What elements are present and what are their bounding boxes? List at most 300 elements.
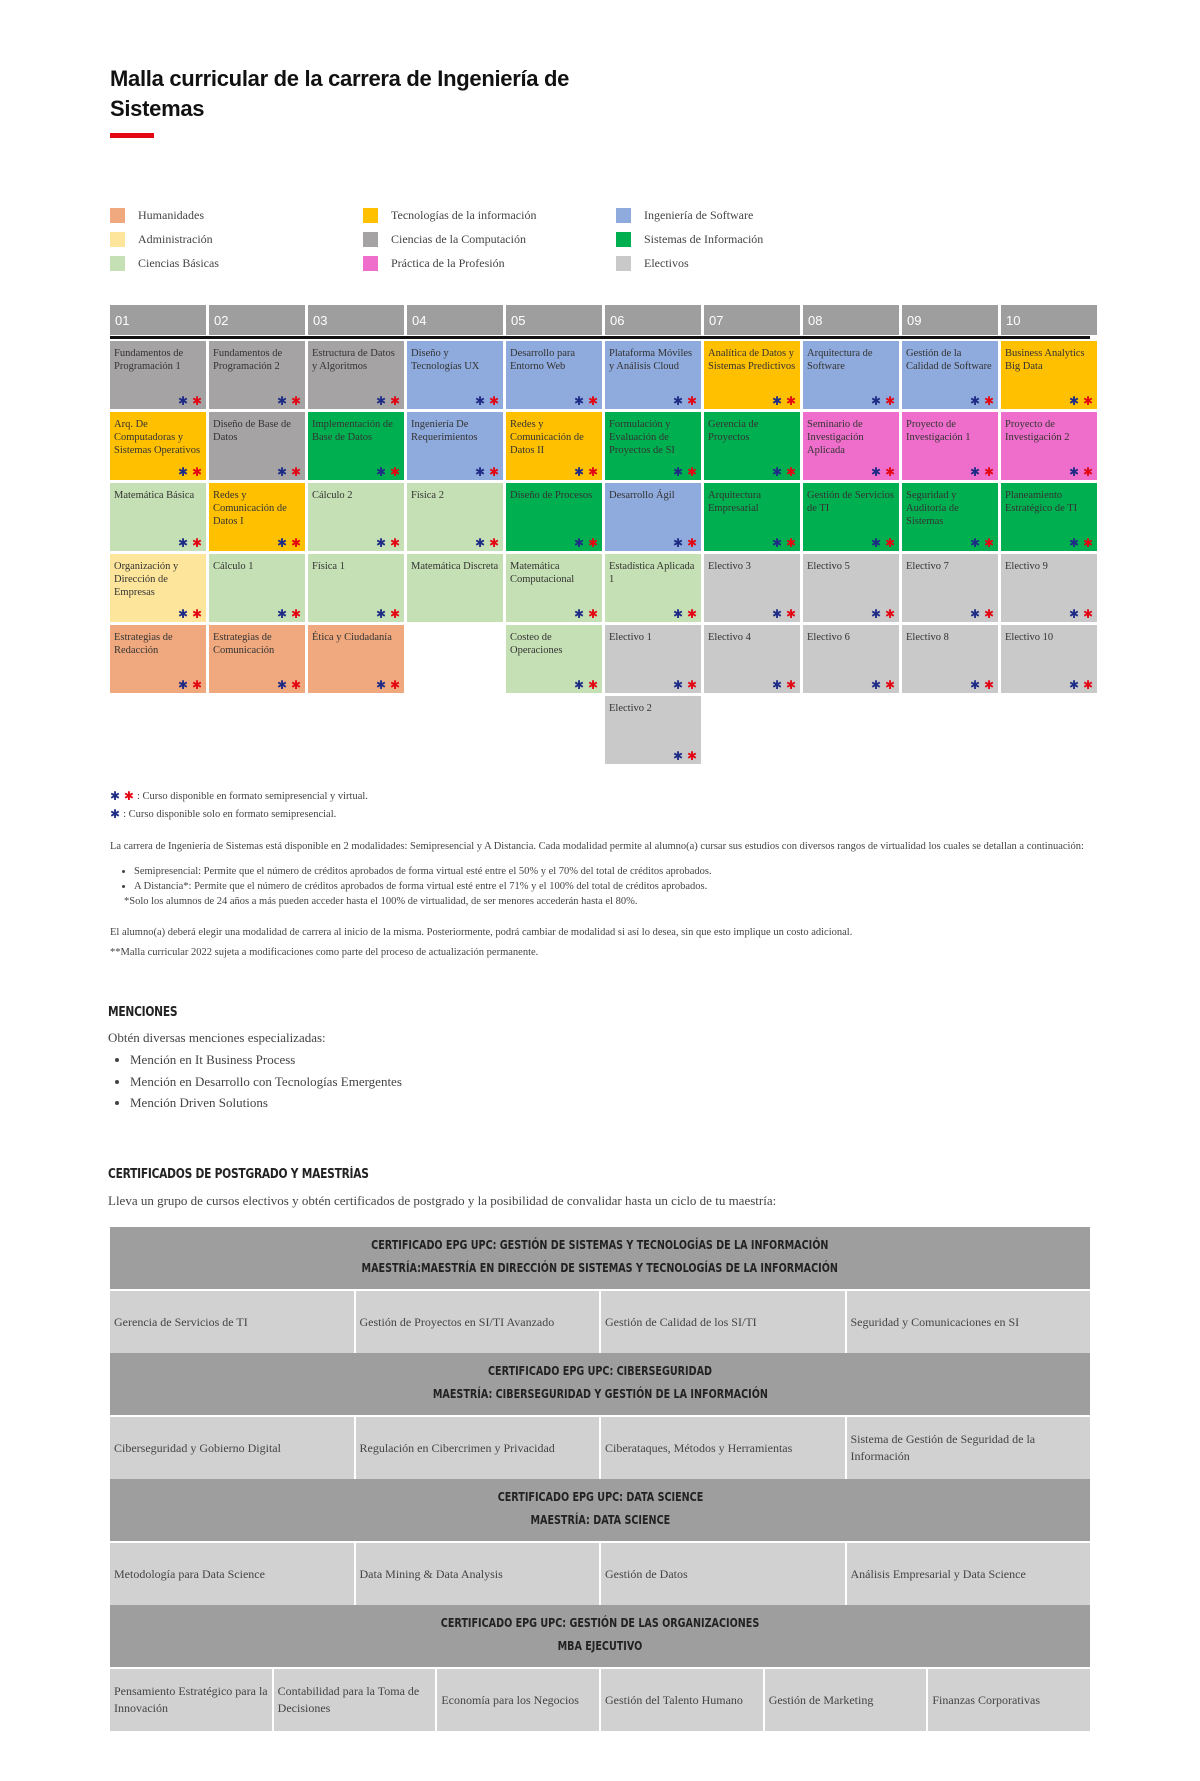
course-name: Planeamiento Estratégico de TI bbox=[1005, 490, 1078, 514]
course-cell bbox=[1001, 483, 1097, 551]
modalidades-list bbox=[110, 864, 1090, 894]
legend-item bbox=[110, 256, 363, 271]
course-name: Arquitectura de Software bbox=[807, 348, 873, 372]
red-asterisk-icon: ✱ bbox=[1082, 394, 1093, 408]
course-cell bbox=[902, 554, 998, 622]
blue-asterisk-icon: ✱ bbox=[1069, 607, 1080, 621]
red-asterisk-icon: ✱ bbox=[686, 536, 697, 550]
course-cell bbox=[506, 341, 602, 409]
legend-item bbox=[363, 232, 616, 247]
course-name: Matemática Básica bbox=[114, 490, 195, 501]
blue-asterisk-icon: ✱ bbox=[178, 536, 189, 550]
note-text: : Curso disponible solo en formato semipresencial. bbox=[123, 808, 337, 820]
course-name: Implementación de Base de Datos bbox=[312, 419, 393, 443]
red-asterisk-icon: ✱ bbox=[191, 678, 202, 692]
course-cell bbox=[209, 554, 305, 622]
course-name: Diseño y Tecnologías UX bbox=[411, 348, 480, 372]
modality-asterisks-icon bbox=[871, 679, 895, 691]
blue-asterisk-icon: ✱ bbox=[574, 678, 585, 692]
legend-swatch bbox=[616, 256, 631, 271]
course-name: Diseño de Procesos bbox=[510, 490, 593, 501]
blue-asterisk-icon: ✱ bbox=[277, 607, 288, 621]
course-name: Física 2 bbox=[411, 490, 444, 501]
course-name: Estrategias de Redacción bbox=[114, 632, 173, 656]
legend-label: Ciencias Básicas bbox=[138, 256, 219, 270]
red-asterisk-icon: ✱ bbox=[884, 465, 895, 479]
blue-asterisk-icon: ✱ bbox=[673, 465, 684, 479]
red-asterisk-icon: ✱ bbox=[884, 607, 895, 621]
certificate-course: Metodología para Data Science bbox=[110, 1543, 354, 1605]
blue-asterisk-icon: ✱ bbox=[970, 607, 981, 621]
blue-asterisk-icon: ✱ bbox=[970, 394, 981, 408]
course-name: Organización y Dirección de Empresas bbox=[114, 561, 179, 598]
course-cell bbox=[704, 412, 800, 480]
modality-asterisks-icon bbox=[772, 537, 796, 549]
red-asterisk-icon: ✱ bbox=[488, 394, 499, 408]
asterisk-icon: ✱ bbox=[110, 806, 121, 821]
blue-asterisk-icon: ✱ bbox=[574, 536, 585, 550]
course-name: Diseño de Base de Datos bbox=[213, 419, 291, 443]
modality-asterisks-icon bbox=[1069, 608, 1093, 620]
certificate-course: Gestión de Calidad de los SI/TI bbox=[601, 1291, 845, 1353]
modality-asterisks-icon bbox=[376, 466, 400, 478]
blue-asterisk-icon: ✱ bbox=[772, 607, 783, 621]
course-name: Desarrollo Ágil bbox=[609, 490, 675, 501]
red-asterisk-icon: ✱ bbox=[1082, 678, 1093, 692]
red-asterisk-icon: ✱ bbox=[884, 536, 895, 550]
red-asterisk-icon: ✱ bbox=[290, 678, 301, 692]
modality-asterisks-icon bbox=[871, 466, 895, 478]
menciones-intro: Obtén diversas menciones especializadas: bbox=[108, 1030, 326, 1045]
cycle-header: 10 bbox=[1001, 305, 1097, 335]
legend-item bbox=[616, 232, 870, 247]
note-semi-only bbox=[110, 805, 1090, 823]
red-asterisk-icon: ✱ bbox=[389, 465, 400, 479]
certificate-course: Gestión de Marketing bbox=[765, 1669, 927, 1731]
modality-asterisks-icon bbox=[970, 608, 994, 620]
course-name: Proyecto de Investigación 1 bbox=[906, 419, 971, 443]
blue-asterisk-icon: ✱ bbox=[871, 678, 882, 692]
red-asterisk-icon: ✱ bbox=[785, 607, 796, 621]
blue-asterisk-icon: ✱ bbox=[277, 465, 288, 479]
certificate-block bbox=[110, 1479, 1090, 1605]
modality-asterisks-icon bbox=[871, 395, 895, 407]
red-asterisk-icon: ✱ bbox=[884, 678, 895, 692]
course-cell bbox=[704, 483, 800, 551]
certificate-course: Finanzas Corporativas bbox=[928, 1669, 1090, 1731]
course-cell bbox=[407, 412, 503, 480]
course-cell bbox=[506, 554, 602, 622]
legend-swatch bbox=[110, 208, 125, 223]
modality-asterisks-icon bbox=[178, 466, 202, 478]
legend-item bbox=[363, 256, 616, 271]
course-cell bbox=[110, 341, 206, 409]
modality-asterisks-icon bbox=[277, 395, 301, 407]
blue-asterisk-icon: ✱ bbox=[1069, 465, 1080, 479]
course-name: Plataforma Móviles y Análisis Cloud bbox=[609, 348, 693, 372]
course-cell bbox=[506, 625, 602, 693]
course-name: Gerencia de Proyectos bbox=[708, 419, 759, 443]
modality-asterisks-icon bbox=[574, 679, 598, 691]
blue-asterisk-icon: ✱ bbox=[673, 536, 684, 550]
legend-swatch bbox=[616, 208, 631, 223]
red-asterisk-icon: ✱ bbox=[290, 394, 301, 408]
legend-swatch bbox=[110, 256, 125, 271]
course-name: Formulación y Evaluación de Proyectos de SI bbox=[609, 419, 675, 456]
certificate-course: Gestión de Proyectos en SI/TI Avanzado bbox=[356, 1291, 600, 1353]
legend-label: Tecnologías de la información bbox=[391, 208, 537, 222]
blue-asterisk-icon: ✱ bbox=[673, 394, 684, 408]
course-cell bbox=[110, 554, 206, 622]
modality-asterisks-icon bbox=[673, 537, 697, 549]
red-asterisk-icon: ✱ bbox=[191, 607, 202, 621]
course-name: Matemática Discreta bbox=[411, 561, 499, 572]
blue-asterisk-icon: ✱ bbox=[475, 394, 486, 408]
course-name: Seminario de Investigación Aplicada bbox=[807, 419, 864, 456]
blue-asterisk-icon: ✱ bbox=[871, 394, 882, 408]
course-cell bbox=[803, 554, 899, 622]
course-cell bbox=[902, 625, 998, 693]
course-name: Física 1 bbox=[312, 561, 345, 572]
course-name: Gestión de la Calidad de Software bbox=[906, 348, 992, 372]
blue-asterisk-icon: ✱ bbox=[871, 536, 882, 550]
list-item: • Mención en It Business Process bbox=[130, 1049, 402, 1071]
certificate-header bbox=[110, 1227, 1090, 1289]
legend-label: Electivos bbox=[644, 256, 689, 270]
blue-asterisk-icon: ✱ bbox=[277, 536, 288, 550]
modality-asterisks-icon bbox=[574, 537, 598, 549]
modality-asterisks-icon bbox=[871, 537, 895, 549]
certificate-courses bbox=[110, 1417, 1090, 1479]
red-asterisk-icon: ✱ bbox=[290, 465, 301, 479]
certificate-course: Análisis Empresarial y Data Science bbox=[847, 1543, 1091, 1605]
red-asterisk-icon: ✱ bbox=[983, 394, 994, 408]
legend-swatch bbox=[363, 256, 378, 271]
cycle-header: 01 bbox=[110, 305, 206, 335]
blue-asterisk-icon: ✱ bbox=[574, 607, 585, 621]
cycle-header: 06 bbox=[605, 305, 701, 335]
list-item: • Mención en Desarrollo con Tecnologías Emergentes bbox=[130, 1071, 402, 1093]
course-name: Costeo de Operaciones bbox=[510, 632, 563, 656]
red-asterisk-icon: ✱ bbox=[983, 678, 994, 692]
note-text: : Curso disponible en formato semipresencial y virtual. bbox=[136, 790, 368, 802]
certificate-block bbox=[110, 1353, 1090, 1479]
red-asterisk-icon: ✱ bbox=[191, 394, 202, 408]
header-divider bbox=[110, 336, 1090, 339]
blue-asterisk-icon: ✱ bbox=[574, 394, 585, 408]
course-name: Electivo 7 bbox=[906, 561, 949, 572]
title-accent-bar bbox=[110, 133, 154, 138]
malla-2022-note: **Malla curricular 2022 sujeta a modificaciones como parte del proceso de actualización permanente. bbox=[110, 947, 539, 958]
certificate-course: Seguridad y Comunicaciones en SI bbox=[847, 1291, 1091, 1353]
course-cell bbox=[407, 554, 503, 622]
cycle-header: 02 bbox=[209, 305, 305, 335]
legend-label: Administración bbox=[138, 232, 213, 246]
red-asterisk-icon: ✱ bbox=[785, 394, 796, 408]
course-cell bbox=[704, 625, 800, 693]
blue-asterisk-icon: ✱ bbox=[178, 394, 189, 408]
course-name: Electivo 2 bbox=[609, 703, 652, 714]
blue-asterisk-icon: ✱ bbox=[970, 465, 981, 479]
modality-asterisks-icon bbox=[277, 466, 301, 478]
blue-asterisk-icon: ✱ bbox=[178, 678, 189, 692]
legend-swatch bbox=[616, 232, 631, 247]
modality-asterisks-icon bbox=[574, 466, 598, 478]
modality-asterisks-icon bbox=[673, 679, 697, 691]
red-asterisk-icon: ✱ bbox=[983, 465, 994, 479]
red-asterisk-icon: ✱ bbox=[686, 465, 697, 479]
red-asterisk-icon: ✱ bbox=[983, 607, 994, 621]
red-asterisk-icon: ✱ bbox=[488, 465, 499, 479]
modality-asterisks-icon bbox=[178, 395, 202, 407]
course-name: Fundamentos de Programación 2 bbox=[213, 348, 283, 372]
certificate-courses bbox=[110, 1291, 1090, 1353]
modality-asterisks-icon bbox=[1069, 466, 1093, 478]
blue-asterisk-icon: ✱ bbox=[673, 607, 684, 621]
course-name: Estructura de Datos y Algoritmos bbox=[312, 348, 395, 372]
list-item: • Mención Driven Solutions bbox=[130, 1092, 402, 1114]
red-asterisk-icon: ✱ bbox=[686, 678, 697, 692]
course-cell bbox=[902, 412, 998, 480]
certificate-block bbox=[110, 1227, 1090, 1353]
blue-asterisk-icon: ✱ bbox=[871, 465, 882, 479]
modality-asterisks-icon bbox=[970, 537, 994, 549]
legend-label: Ciencias de la Computación bbox=[391, 232, 526, 246]
course-name: Estrategias de Comunicación bbox=[213, 632, 275, 656]
course-cell bbox=[902, 341, 998, 409]
legend-item bbox=[616, 208, 870, 223]
modality-asterisks-icon bbox=[1069, 679, 1093, 691]
blue-asterisk-icon: ✱ bbox=[376, 607, 387, 621]
red-asterisk-icon: ✱ bbox=[785, 678, 796, 692]
blue-asterisk-icon: ✱ bbox=[277, 394, 288, 408]
red-asterisk-icon: ✱ bbox=[587, 678, 598, 692]
cycle-header: 04 bbox=[407, 305, 503, 335]
note-both-formats bbox=[110, 787, 1090, 805]
course-name: Redes y Comunicación de Datos I bbox=[213, 490, 287, 527]
blue-asterisk-icon: ✱ bbox=[871, 607, 882, 621]
red-asterisk-icon: ✱ bbox=[389, 394, 400, 408]
red-asterisk-icon: ✱ bbox=[1082, 607, 1093, 621]
masters-title: MAESTRÍA: DATA SCIENCE bbox=[530, 1513, 670, 1527]
blue-asterisk-icon: ✱ bbox=[178, 607, 189, 621]
blue-asterisk-icon: ✱ bbox=[376, 394, 387, 408]
certificate-title: CERTIFICADO EPG UPC: DATA SCIENCE bbox=[497, 1490, 703, 1504]
blue-asterisk-icon: ✱ bbox=[376, 536, 387, 550]
red-asterisk-icon: ✱ bbox=[191, 536, 202, 550]
certificate-header bbox=[110, 1353, 1090, 1415]
modality-asterisks-icon bbox=[178, 679, 202, 691]
red-asterisk-icon: ✱ bbox=[1082, 465, 1093, 479]
modality-asterisks-icon bbox=[673, 395, 697, 407]
course-name: Electivo 8 bbox=[906, 632, 949, 643]
legend-label: Ingeniería de Software bbox=[644, 208, 754, 222]
blue-asterisk-icon: ✱ bbox=[376, 678, 387, 692]
modality-asterisks-icon bbox=[673, 750, 697, 762]
blue-asterisk-icon: ✱ bbox=[475, 465, 486, 479]
red-asterisk-icon: ✱ bbox=[389, 607, 400, 621]
course-cell bbox=[407, 341, 503, 409]
course-name: Electivo 3 bbox=[708, 561, 751, 572]
course-cell bbox=[506, 483, 602, 551]
notes-section bbox=[110, 787, 1090, 960]
course-cell bbox=[209, 625, 305, 693]
course-name: Estadística Aplicada 1 bbox=[609, 561, 695, 585]
modality-asterisks-icon bbox=[376, 679, 400, 691]
course-cell bbox=[308, 483, 404, 551]
modality-asterisks-icon bbox=[673, 466, 697, 478]
red-asterisk-icon: ✱ bbox=[290, 536, 301, 550]
certificate-header bbox=[110, 1479, 1090, 1541]
course-cell bbox=[605, 341, 701, 409]
course-cell bbox=[803, 341, 899, 409]
masters-title: MAESTRÍA:MAESTRÍA EN DIRECCIÓN DE SISTEMAS Y TECNOLOGÍAS DE LA INFORMACIÓN bbox=[361, 1261, 839, 1275]
legend-swatch bbox=[110, 232, 125, 247]
modality-asterisks-icon bbox=[1069, 395, 1093, 407]
page-title: Malla curricular de la carrera de Ingeniería de Sistemas bbox=[110, 66, 570, 121]
red-asterisk-icon: ✱ bbox=[389, 678, 400, 692]
legend-label: Práctica de la Profesión bbox=[391, 256, 505, 270]
cycle-header: 09 bbox=[902, 305, 998, 335]
course-cell bbox=[308, 412, 404, 480]
course-cell bbox=[704, 554, 800, 622]
course-cell bbox=[209, 483, 305, 551]
modality-asterisks-icon bbox=[178, 537, 202, 549]
masters-title: MBA EJECUTIVO bbox=[557, 1639, 643, 1653]
modality-asterisks-icon bbox=[772, 466, 796, 478]
certificate-courses bbox=[110, 1669, 1090, 1731]
course-name: Electivo 10 bbox=[1005, 632, 1054, 643]
course-cell bbox=[803, 412, 899, 480]
certificate-header bbox=[110, 1605, 1090, 1667]
blue-asterisk-icon: ✱ bbox=[970, 536, 981, 550]
course-cell bbox=[902, 483, 998, 551]
blue-asterisk-icon: ✱ bbox=[574, 465, 585, 479]
masters-title: MAESTRÍA: CIBERSEGURIDAD Y GESTIÓN DE LA INFORMACIÓN bbox=[432, 1387, 768, 1401]
certificate-title: CERTIFICADO EPG UPC: CIBERSEGURIDAD bbox=[488, 1364, 712, 1378]
age-note: *Solo los alumnos de 24 años a más pueden acceder hasta el 100% de virtualidad, de ser menores accederán hasta el 80%. bbox=[124, 896, 638, 907]
course-name: Seguridad y Auditoría de Sistemas bbox=[906, 490, 959, 527]
blue-asterisk-icon: ✱ bbox=[277, 678, 288, 692]
certificate-title: CERTIFICADO EPG UPC: GESTIÓN DE SISTEMAS Y TECNOLOGÍAS DE LA INFORMACIÓN bbox=[371, 1238, 829, 1252]
modalidad-change-note: El alumno(a) deberá elegir una modalidad de carrera al inicio de la misma. Posteriormente, podrá cambiar de modalidad si así lo desea, sin que esto implique un costo adicional. bbox=[110, 927, 853, 938]
blue-asterisk-icon: ✱ bbox=[673, 678, 684, 692]
certificate-course: Data Mining & Data Analysis bbox=[356, 1543, 600, 1605]
blue-asterisk-icon: ✱ bbox=[970, 678, 981, 692]
course-cell bbox=[506, 412, 602, 480]
legend-swatch bbox=[363, 232, 378, 247]
course-name: Electivo 5 bbox=[807, 561, 850, 572]
modality-asterisks-icon bbox=[673, 608, 697, 620]
certificate-course: Ciberseguridad y Gobierno Digital bbox=[110, 1417, 354, 1479]
certificate-course: Gerencia de Servicios de TI bbox=[110, 1291, 354, 1353]
blue-asterisk-icon: ✱ bbox=[673, 749, 684, 763]
certificate-title: CERTIFICADO EPG UPC: GESTIÓN DE LAS ORGANIZACIONES bbox=[440, 1616, 760, 1630]
course-name: Proyecto de Investigación 2 bbox=[1005, 419, 1070, 443]
course-cell bbox=[1001, 412, 1097, 480]
modalidades-paragraph: La carrera de Ingeniería de Sistemas está disponible en 2 modalidades: Semipresencial y A Distancia. Cada modalidad permite al alumno(a) cursar sus estudios con diversos rangos de virtualidad los cuales se detallan a continuación: bbox=[110, 841, 1084, 852]
red-asterisk-icon: ✱ bbox=[587, 607, 598, 621]
legend-item bbox=[110, 232, 363, 247]
course-cell bbox=[1001, 341, 1097, 409]
certificate-course: Regulación en Cibercrimen y Privacidad bbox=[356, 1417, 600, 1479]
certificate-course: Contabilidad para la Toma de Decisiones bbox=[274, 1669, 436, 1731]
course-name: Ingeniería De Requerimientos bbox=[411, 419, 478, 443]
course-name: Electivo 6 bbox=[807, 632, 850, 643]
modality-asterisks-icon bbox=[277, 537, 301, 549]
course-name: Gestión de Servicios de TI bbox=[807, 490, 894, 514]
course-cell bbox=[605, 483, 701, 551]
red-asterisk-icon: ✱ bbox=[884, 394, 895, 408]
course-cell bbox=[704, 341, 800, 409]
cycle-header: 08 bbox=[803, 305, 899, 335]
certificados-intro: Lleva un grupo de cursos electivos y obtén certificados de postgrado y la posibilidad de convalidar hasta un ciclo de tu maestría: bbox=[108, 1193, 777, 1208]
modality-asterisks-icon bbox=[574, 395, 598, 407]
course-name: Electivo 4 bbox=[708, 632, 751, 643]
blue-asterisk-icon: ✱ bbox=[1069, 394, 1080, 408]
legend-item bbox=[110, 208, 363, 223]
red-asterisk-icon: ✱ bbox=[488, 536, 499, 550]
modality-asterisks-icon bbox=[970, 679, 994, 691]
certificate-course: Gestión del Talento Humano bbox=[601, 1669, 763, 1731]
blue-asterisk-icon: ✱ bbox=[376, 465, 387, 479]
asterisk-pair-icon: ✱ ✱ bbox=[110, 788, 134, 803]
blue-asterisk-icon: ✱ bbox=[475, 536, 486, 550]
course-cell bbox=[110, 412, 206, 480]
red-asterisk-icon: ✱ bbox=[389, 536, 400, 550]
course-name: Desarrollo para Entorno Web bbox=[510, 348, 576, 372]
modality-asterisks-icon bbox=[574, 608, 598, 620]
course-name: Electivo 1 bbox=[609, 632, 652, 643]
legend-label: Sistemas de Información bbox=[644, 232, 764, 246]
course-cell bbox=[110, 483, 206, 551]
certificados-heading: CERTIFICADOS DE POSTGRADO Y MAESTRÍAS bbox=[108, 1167, 369, 1182]
modality-asterisks-icon bbox=[376, 537, 400, 549]
legend-item bbox=[616, 256, 870, 271]
red-asterisk-icon: ✱ bbox=[686, 394, 697, 408]
curriculum-grid bbox=[110, 305, 1093, 765]
course-cell bbox=[605, 554, 701, 622]
course-cell bbox=[605, 625, 701, 693]
course-cell bbox=[605, 696, 701, 764]
legend-item bbox=[363, 208, 616, 223]
course-name: Cálculo 1 bbox=[213, 561, 254, 572]
blue-asterisk-icon: ✱ bbox=[772, 465, 783, 479]
blue-asterisk-icon: ✱ bbox=[1069, 536, 1080, 550]
certificate-block bbox=[110, 1605, 1090, 1731]
modality-asterisks-icon bbox=[376, 608, 400, 620]
modality-asterisks-icon bbox=[772, 608, 796, 620]
list-item: • Semipresencial: Permite que el número de créditos aprobados de forma virtual esté entre el 50% y el 70% del total de créditos aprobados. bbox=[134, 864, 1090, 879]
blue-asterisk-icon: ✱ bbox=[772, 536, 783, 550]
blue-asterisk-icon: ✱ bbox=[1069, 678, 1080, 692]
legend bbox=[110, 208, 870, 271]
modality-asterisks-icon bbox=[970, 395, 994, 407]
list-item: • A Distancia*: Permite que el número de créditos aprobados de forma virtual esté entre el 71% y el 100% del total de créditos aprobados. bbox=[134, 879, 1090, 894]
course-name: Cálculo 2 bbox=[312, 490, 353, 501]
certificate-course: Economía para los Negocios bbox=[437, 1669, 599, 1731]
cycle-header: 07 bbox=[704, 305, 800, 335]
red-asterisk-icon: ✱ bbox=[983, 536, 994, 550]
course-cell bbox=[803, 625, 899, 693]
modality-asterisks-icon bbox=[772, 395, 796, 407]
course-cell bbox=[209, 412, 305, 480]
course-name: Arquitectura Empresarial bbox=[708, 490, 762, 514]
modality-asterisks-icon bbox=[970, 466, 994, 478]
course-cell bbox=[605, 412, 701, 480]
course-name: Business Analytics Big Data bbox=[1005, 348, 1085, 372]
menciones-list bbox=[118, 1049, 402, 1114]
